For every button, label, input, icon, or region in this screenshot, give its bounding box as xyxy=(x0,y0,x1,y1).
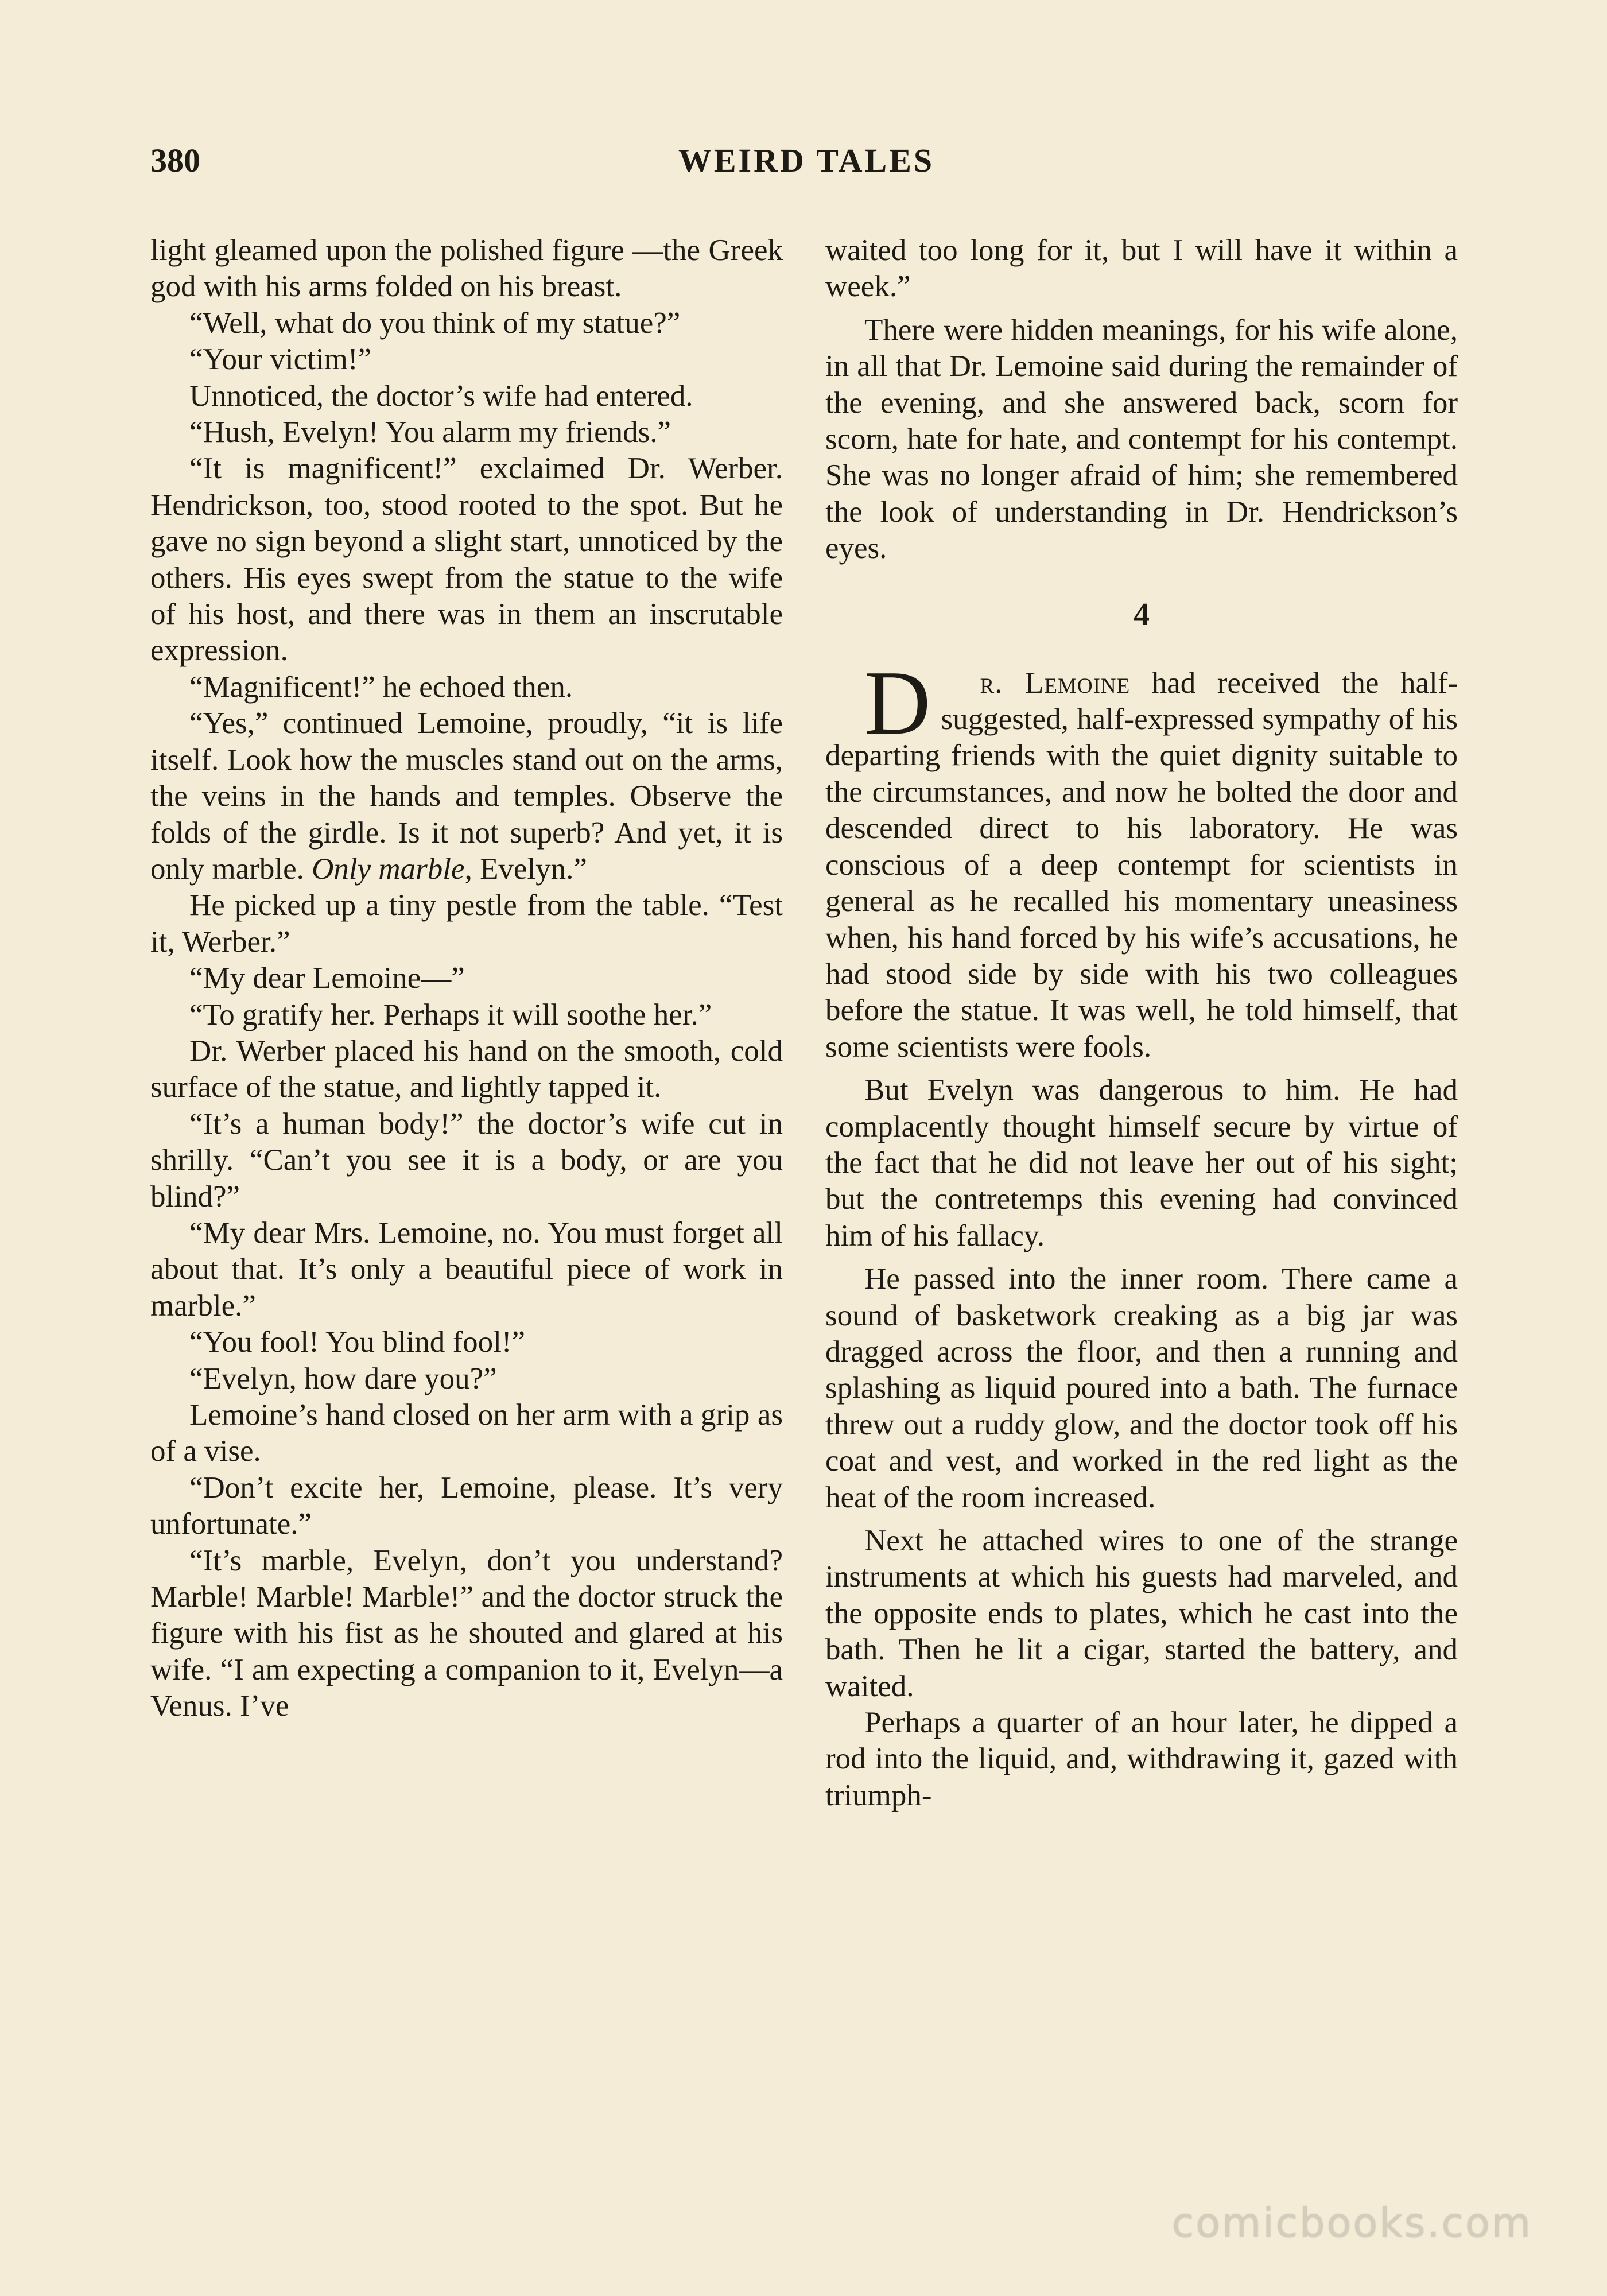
paragraph: “It is magnificent!” exclaimed Dr. Werber. Hendrickson, too, stood rooted to the spot. But he gave no sign beyond a slight start, unnoticed by the others. His eyes swept from the statue to the wife of his host, and there was in them an inscrutable expression. xyxy=(150,452,783,668)
paragraph: Dr. Werber placed his hand on the smooth, cold surface of the statue, and lightly tapped it. xyxy=(150,1034,783,1104)
paragraph: waited too long for it, but I will have it within a week.” xyxy=(825,234,1458,304)
running-head xyxy=(150,138,1462,184)
paragraph: Lemoine’s hand closed on her arm with a grip as of a vise. xyxy=(150,1398,783,1468)
paragraph: “You fool! You blind fool!” xyxy=(189,1325,526,1359)
paragraph: “It’s marble, Evelyn, don’t you understand? Marble! Marble! Marble!” and the doctor struck the figure with his fist as he shouted and glared at his wife. “I am expecting a companion to it, Evelyn—a Venus. I’ve xyxy=(150,1543,783,1723)
paragraph: “Magnificent!” he echoed then. xyxy=(189,670,573,704)
paragraph: “It’s a human body!” the doctor’s wife cut in shrilly. “Can’t you see it is a body, or are you blind?” xyxy=(150,1107,783,1213)
paragraph: Perhaps a quarter of an hour later, he dipped a rod into the liquid, and, withdrawing it, gazed with triumph- xyxy=(825,1706,1458,1812)
left-column xyxy=(150,232,783,1725)
page-number: 380 xyxy=(150,142,200,179)
paragraph: light gleamed upon the polished figure —the Greek god with his arms folded on his breast. xyxy=(150,234,783,304)
paragraph: “Evelyn, how dare you?” xyxy=(189,1362,497,1395)
section-number: 4 xyxy=(1134,596,1150,633)
paragraph: He picked up a tiny pestle from the table. “Test it, Werber.” xyxy=(150,889,783,959)
paragraph: But Evelyn was dangerous to him. He had complacently thought himself secure by virtue of the fact that he did not leave her out of his sight; but the contretemps this evening had convinced him of his fallacy. xyxy=(825,1073,1458,1252)
small-caps-lead: r. Lemoine xyxy=(980,666,1131,700)
opening-paragraph xyxy=(825,651,1458,1065)
paragraph: “To gratify her. Perhaps it will soothe her.” xyxy=(189,998,712,1031)
emphasis: Only marble xyxy=(312,852,465,886)
paragraph: “Yes,” continued Lemoine, proudly, “it is life itself. Look how the muscles stand out on the arms, the veins in the hands and temples. Observe the folds of the girdle. Is it not superb? And yet, it is only marble. Only marble, Evelyn.” xyxy=(150,707,783,886)
magazine-title: WEIRD TALES xyxy=(678,142,935,179)
paragraph-text: had received the half-suggested, half-expressed sympathy of his departing friends with the quiet dignity suitable to the circumstances, and now he bolted the door and descended direct to his laboratory. He was conscious of a deep contempt for scientists in general as he recalled his momentary uneasiness when, his hand forced by his wife’s accusations, he had stood side by side with his two colleagues before the statue. It was well, he told himself, that some scientists were fools. xyxy=(825,666,1458,1064)
paragraph: “Don’t excite her, Lemoine, please. It’s very unfortunate.” xyxy=(150,1471,783,1541)
paragraph: “Well, what do you think of my statue?” xyxy=(189,306,681,340)
paragraph: “My dear Mrs. Lemoine, no. You must forget all about that. It’s only a beautiful piece of work in marble.” xyxy=(150,1216,783,1322)
paragraph: He passed into the inner room. There came a sound of basketwork creaking as a big jar was dragged across the floor, and then a running and splashing as liquid poured into a bath. The furnace threw out a ruddy glow, and the doctor took off his coat and vest, and worked in the red light as the heat of the room increased. xyxy=(825,1262,1458,1514)
paragraph: There were hidden meanings, for his wife alone, in all that Dr. Lemoine said during the remainder of the evening, and she answered back, scorn for scorn, hate for hate, and contempt for his contempt. She was no longer afraid of him; she remembered the look of understanding in Dr. Hendrickson’s eyes. xyxy=(825,313,1458,565)
paragraph: “Hush, Evelyn! You alarm my friends.” xyxy=(189,416,671,449)
paragraph: Unnoticed, the doctor’s wife had entered. xyxy=(189,379,693,413)
paragraph: Next he attached wires to one of the strange instruments at which his guests had marveled, and the opposite ends to plates, which he cast into the bath. Then he lit a cigar, started the battery, and waited. xyxy=(825,1524,1458,1703)
drop-cap: D xyxy=(864,651,931,754)
watermark: comicbooks.com xyxy=(1171,2200,1532,2247)
right-column xyxy=(825,232,1458,1814)
paragraph: “Your victim!” xyxy=(189,343,371,377)
paragraph: “My dear Lemoine—” xyxy=(189,961,465,995)
